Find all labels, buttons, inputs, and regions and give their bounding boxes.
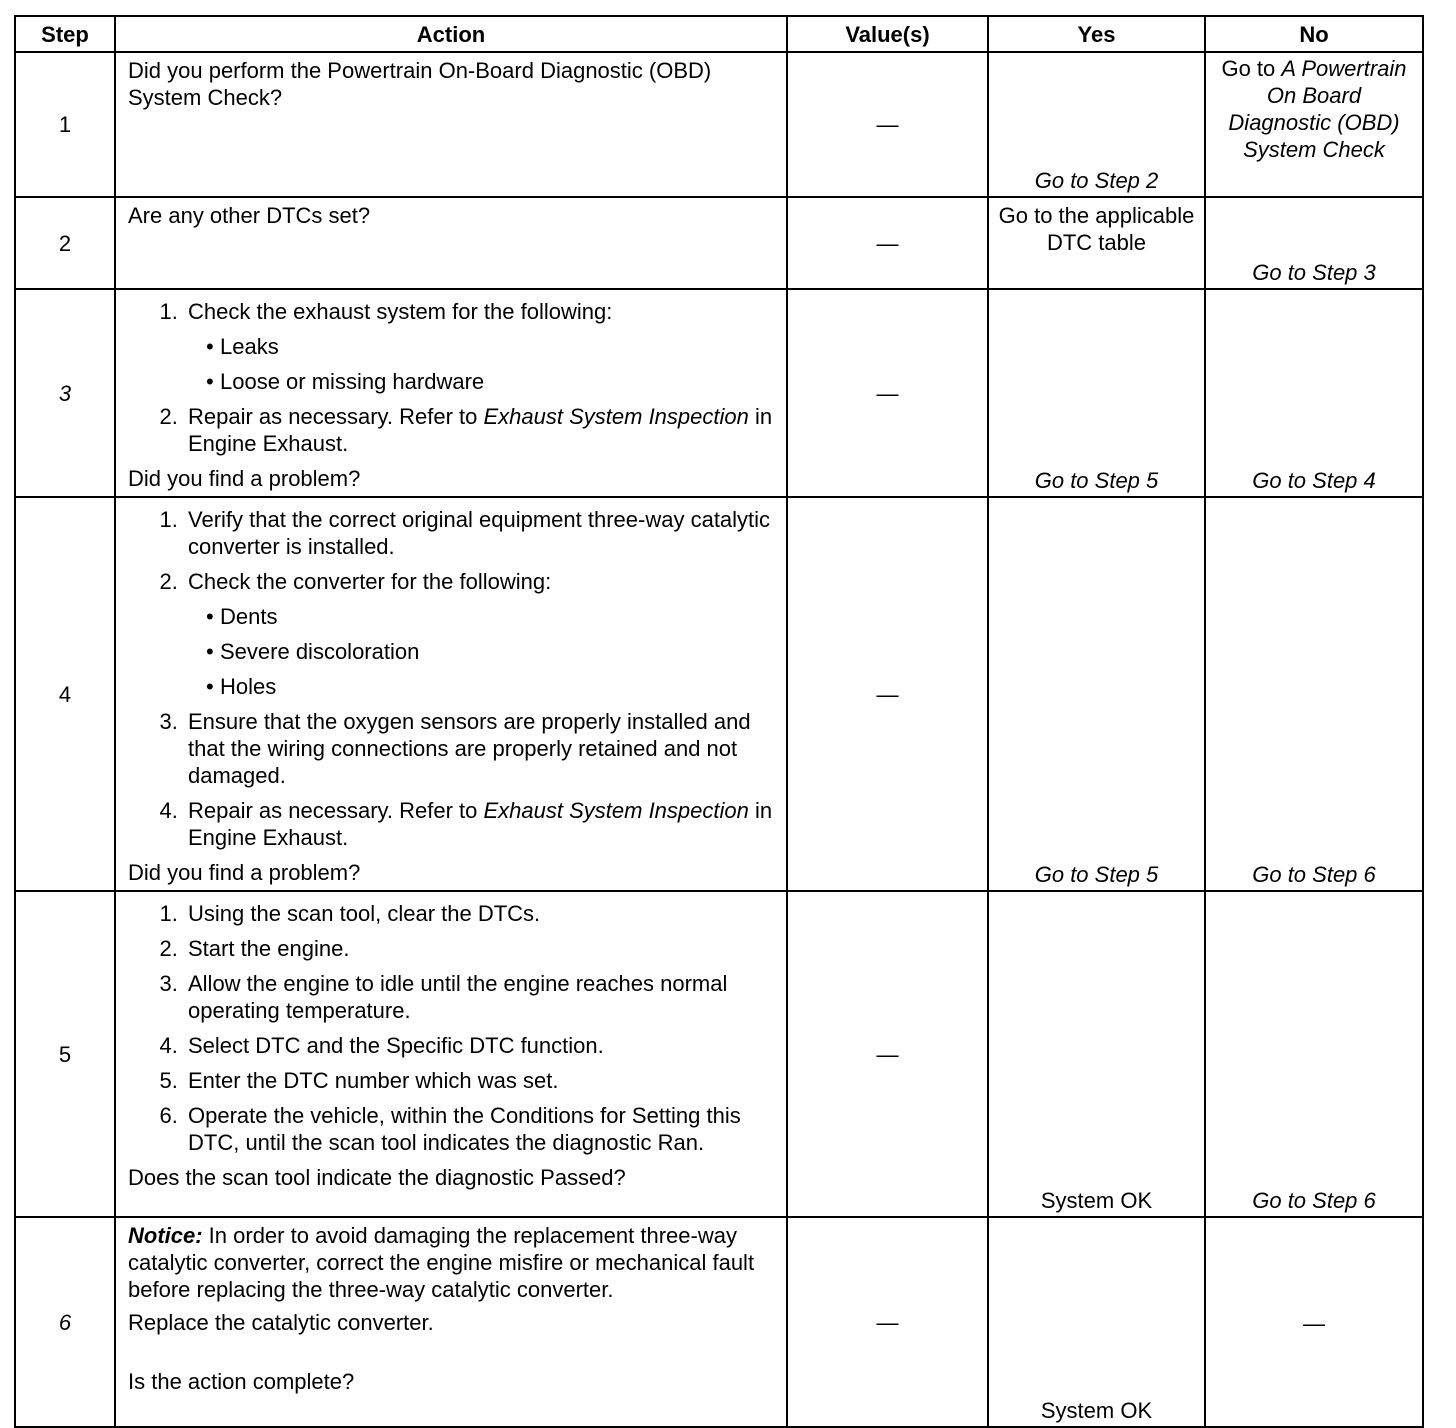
list-item-text: in Engine Exhaust. (188, 798, 773, 850)
yes-cell (988, 197, 1205, 289)
procedure-list (128, 506, 780, 851)
bullet-list (188, 603, 780, 700)
header-action: Action (115, 16, 787, 52)
no-cell (1205, 197, 1423, 289)
value-cell: — (787, 197, 988, 289)
question-text: Did you find a problem? (128, 466, 361, 491)
notice-label: Notice: (128, 1223, 203, 1248)
step-number: 4 (15, 497, 115, 891)
action-cell (115, 891, 787, 1217)
list-item: 1. Verify that the correct original equipment three-way catalytic converter is installed. (184, 506, 780, 560)
procedure-list (128, 298, 780, 457)
table-row (15, 891, 1423, 1217)
no-link[interactable]: Go to Step 4 (1252, 468, 1376, 493)
no-cell (1205, 289, 1423, 497)
list-item: 3. Allow the engine to idle until the engine reaches normal operating temperature. (184, 970, 780, 1024)
step-number: 2 (15, 197, 115, 289)
no-cell (1205, 52, 1423, 197)
yes-cell (988, 497, 1205, 891)
action-cell (115, 1217, 787, 1427)
table-row (15, 289, 1423, 497)
table-row (15, 1217, 1423, 1427)
yes-result: System OK (1040, 1188, 1153, 1213)
question-text: Did you find a problem? (128, 860, 361, 885)
list-item-text: Check the exhaust system for the following: (188, 299, 613, 324)
yes-link[interactable]: Go to the applicable DTC table (998, 203, 1195, 255)
header-yes: Yes (988, 16, 1205, 52)
yes-link[interactable]: Go to Step 5 (1034, 468, 1159, 493)
list-item (184, 797, 780, 851)
action-cell (115, 289, 787, 497)
yes-cell (988, 891, 1205, 1217)
bullet-list (188, 333, 780, 395)
yes-cell (988, 52, 1205, 197)
yes-link[interactable]: Go to Step 5 (1034, 862, 1159, 887)
notice-text: In order to avoid damaging the replacement three-way catalytic converter, correct the engine misfire or mechanical fault before replacing the three-way catalytic converter. (128, 1223, 755, 1302)
bullet-item: • Loose or missing hardware (222, 368, 780, 395)
yes-cell (988, 289, 1205, 497)
bullet-item: • Severe discoloration (222, 638, 780, 665)
action-cell (115, 497, 787, 891)
action-cell (115, 197, 787, 289)
action-text: Did you perform the Powertrain On-Board Diagnostic (OBD) System Check? (128, 58, 712, 110)
no-cell (1205, 891, 1423, 1217)
no-link[interactable]: A Powertrain On Board Diagnostic (OBD) System Check (1228, 56, 1407, 162)
instruction-text: Replace the catalytic converter. (128, 1310, 434, 1335)
yes-link[interactable]: Go to Step 2 (1034, 168, 1159, 193)
header-no: No (1205, 16, 1423, 52)
list-item-text: in Engine Exhaust. (188, 404, 773, 456)
bullet-item: • Dents (222, 603, 780, 630)
list-item: 2. Start the engine. (184, 935, 780, 962)
question-text: Does the scan tool indicate the diagnostic Passed? (128, 1165, 626, 1190)
action-cell (115, 52, 787, 197)
bullet-item: • Leaks (222, 333, 780, 360)
list-item: 4. Select DTC and the Specific DTC function. (184, 1032, 780, 1059)
table-row (15, 497, 1423, 891)
list-item-text: Repair as necessary. Refer to (188, 798, 484, 823)
value-cell: — (787, 891, 988, 1217)
no-cell: — (1205, 1217, 1423, 1427)
step-number: 6 (15, 1217, 115, 1427)
procedure-list (128, 900, 780, 1156)
action-text: Are any other DTCs set? (128, 203, 371, 228)
list-item-text: Check the converter for the following: (188, 569, 552, 594)
list-item-text: Repair as necessary. Refer to (188, 404, 484, 429)
no-link[interactable]: Go to Step 6 (1252, 862, 1376, 887)
list-item: 6. Operate the vehicle, within the Conditions for Setting this DTC, until the scan tool indicates the diagnostic Ran. (184, 1102, 780, 1156)
reference-link[interactable]: Exhaust System Inspection (483, 798, 749, 823)
spacer (128, 1342, 780, 1368)
step-number: 1 (15, 52, 115, 197)
no-link[interactable]: Go to Step 3 (1252, 260, 1376, 285)
list-item (184, 298, 780, 395)
step-number: 5 (15, 891, 115, 1217)
question-text: Is the action complete? (128, 1369, 355, 1394)
list-item: 3. Ensure that the oxygen sensors are properly installed and that the wiring connections are properly retained and not damaged. (184, 708, 780, 789)
value-cell: — (787, 1217, 988, 1427)
list-item (184, 568, 780, 700)
list-item: 1. Using the scan tool, clear the DTCs. (184, 900, 780, 927)
list-item: 5. Enter the DTC number which was set. (184, 1067, 780, 1094)
no-link-prefix: Go to (1221, 56, 1282, 81)
yes-result: System OK (1040, 1398, 1153, 1423)
value-cell: — (787, 497, 988, 891)
no-link[interactable]: Go to Step 6 (1252, 1188, 1376, 1213)
no-cell (1205, 497, 1423, 891)
value-cell: — (787, 289, 988, 497)
yes-cell (988, 1217, 1205, 1427)
list-item (184, 403, 780, 457)
header-row (15, 16, 1423, 52)
bullet-item: • Holes (222, 673, 780, 700)
header-values: Value(s) (787, 16, 988, 52)
table-row (15, 197, 1423, 289)
value-cell: — (787, 52, 988, 197)
header-step: Step (15, 16, 115, 52)
table-row (15, 52, 1423, 197)
reference-link[interactable]: Exhaust System Inspection (483, 404, 749, 429)
diagnostic-table (14, 15, 1424, 1428)
step-number: 3 (15, 289, 115, 497)
notice-paragraph (128, 1222, 780, 1303)
